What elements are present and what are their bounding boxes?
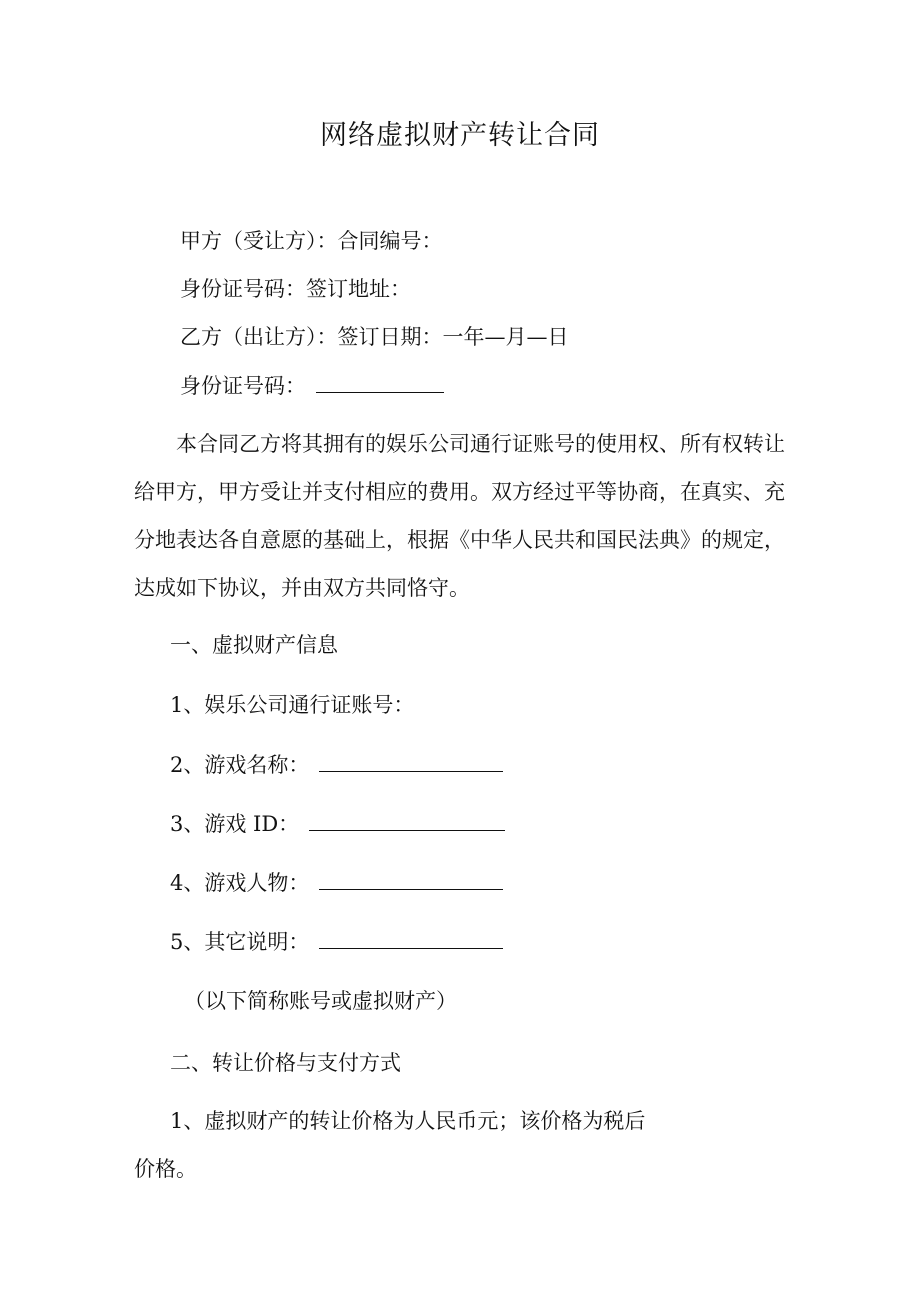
- page-title: 网络虚拟财产转让合同: [320, 120, 600, 151]
- section2-heading: 二、转让价格与支付方式: [170, 1051, 401, 1075]
- section2-item1-line1: 1、虚拟财产的转让价格为人民币元；该价格为税后: [170, 1109, 646, 1133]
- game-name-label: 2、游戏名称：: [170, 753, 310, 777]
- party-b-id-line: [180, 370, 444, 401]
- game-character-blank: [319, 867, 503, 890]
- section2-item1-line2: 价格。: [134, 1157, 197, 1181]
- other-notes-label: 5、其它说明：: [170, 930, 310, 954]
- party-a-line: 甲方（受让方）：合同编号：: [180, 229, 443, 253]
- section1-item-game-name: [170, 749, 503, 780]
- intro-paragraph: [134, 420, 790, 612]
- other-notes-blank: [319, 926, 503, 949]
- section1-item-game-character: [170, 867, 503, 898]
- section1-heading: 一、虚拟财产信息: [170, 633, 338, 657]
- section1-item-other-notes: [170, 926, 503, 957]
- section1-note: （以下简称账号或虚拟财产）: [184, 989, 457, 1013]
- section1-item-game-id: [170, 808, 505, 839]
- game-id-label: 3、游戏 ID：: [170, 812, 300, 836]
- party-a-id-line: 身份证号码：签订地址：: [180, 277, 411, 301]
- party-b-id-label: 身份证号码：: [180, 374, 306, 398]
- game-character-label: 4、游戏人物：: [170, 871, 310, 895]
- game-id-blank: [309, 808, 505, 831]
- game-name-blank: [319, 749, 503, 772]
- section1-item-account: 1、娱乐公司通行证账号：: [170, 693, 415, 717]
- party-b-id-blank: [316, 370, 444, 393]
- party-b-line: 乙方（出让方）：签订日期：一年—月—日: [180, 325, 569, 349]
- intro-paragraph-text: 本合同乙方将其拥有的娱乐公司通行证账号的使用权、所有权转让给甲方，甲方受让并支付相应的费用。双方经过平等协商，在真实、充分地表达各自意愿的基础上，根据《中华人民共和国民法典》的规定，达成如下协议，并由双方共同恪守。: [134, 432, 785, 600]
